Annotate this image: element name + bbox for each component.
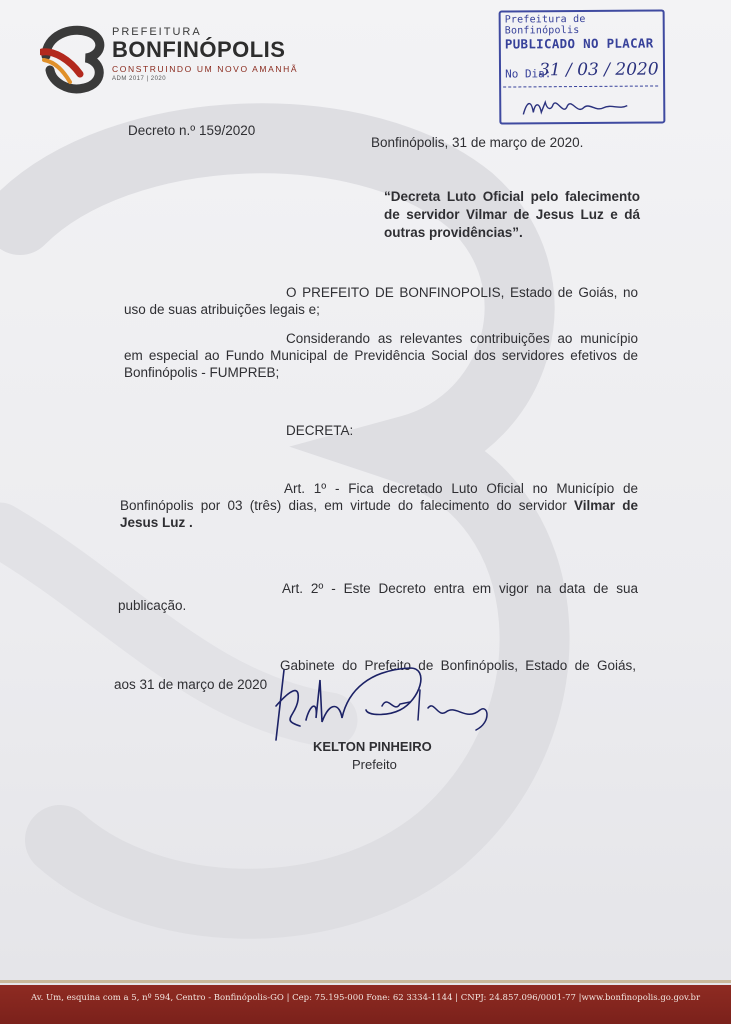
closing-statement: Gabinete do Prefeito de Bonfinópolis, Estado de Goiás, aos 31 de março de 2020 — [114, 658, 636, 692]
article-1-name: Vilmar de Jesus Luz — [120, 498, 638, 530]
logo-mark-icon — [40, 22, 108, 94]
footer-address: Av. Um, esquina com a 5, nº 594, Centro - Bonfinópolis-GO | Cep: 75.195-000 Fone: 62 3334-1144 | CNPJ: 24.857.096/0001-77 |www.bonfinopolis.go.gov.br — [30, 993, 701, 1003]
logo-city-name: BONFINÓPOLIS — [112, 37, 286, 62]
signer-role: Prefeito — [352, 757, 397, 772]
signer-name: KELTON PINHEIRO — [313, 739, 432, 754]
article-2: Art. 2º - Este Decreto entra em vigor na data de sua publicação. — [118, 581, 638, 613]
decree-number: Decreto n.º 159/2020 — [128, 123, 256, 138]
mayor-signature-icon — [270, 660, 510, 750]
municipality-logo — [40, 22, 310, 94]
logo-administration: ADM 2017 | 2020 — [112, 76, 167, 82]
stamp-signature-icon — [521, 96, 631, 119]
article-1-end: . — [185, 515, 193, 530]
footer-accent-line — [0, 980, 731, 983]
stamp-line-1: Prefeitura de Bonfinópolis — [504, 13, 586, 37]
paragraph-considering: Considerando as relevantes contribuições ao município em especial ao Fundo Municipal de Previdência Social dos servidores efetivos de Bonfinópolis - FUMPREB; — [124, 331, 638, 380]
logo-prefeitura: PREFEITURA — [112, 26, 202, 38]
stamp-date-label: No Dia: — [505, 67, 552, 81]
footer-bar — [0, 985, 731, 1024]
place-date: Bonfinópolis, 31 de março de 2020. — [371, 135, 584, 150]
article-1-text: Art. 1º - Fica decretado Luto Oficial no Município de Bonfinópolis por 03 (três) dias, em virtude do falecimento do servidor — [120, 481, 638, 513]
paragraph-preamble: O PREFEITO DE BONFINOPOLIS, Estado de Goiás, no uso de suas atribuições legais e; — [124, 285, 638, 317]
decree-summary: “Decreta Luto Oficial pelo falecimento de servidor Vilmar de Jesus Luz e dá outras providências”. — [384, 189, 640, 240]
stamp-date-value: 31 / 03 / 2020 — [538, 59, 659, 81]
stamp-line-2: PUBLICADO NO PLACAR — [504, 35, 654, 52]
article-1 — [120, 480, 638, 531]
decreta-heading: DECRETA: — [286, 423, 354, 438]
stamp-divider — [503, 85, 658, 87]
publication-stamp — [499, 9, 666, 124]
logo-slogan: CONSTRUINDO UM NOVO AMANHÃ — [112, 64, 299, 74]
